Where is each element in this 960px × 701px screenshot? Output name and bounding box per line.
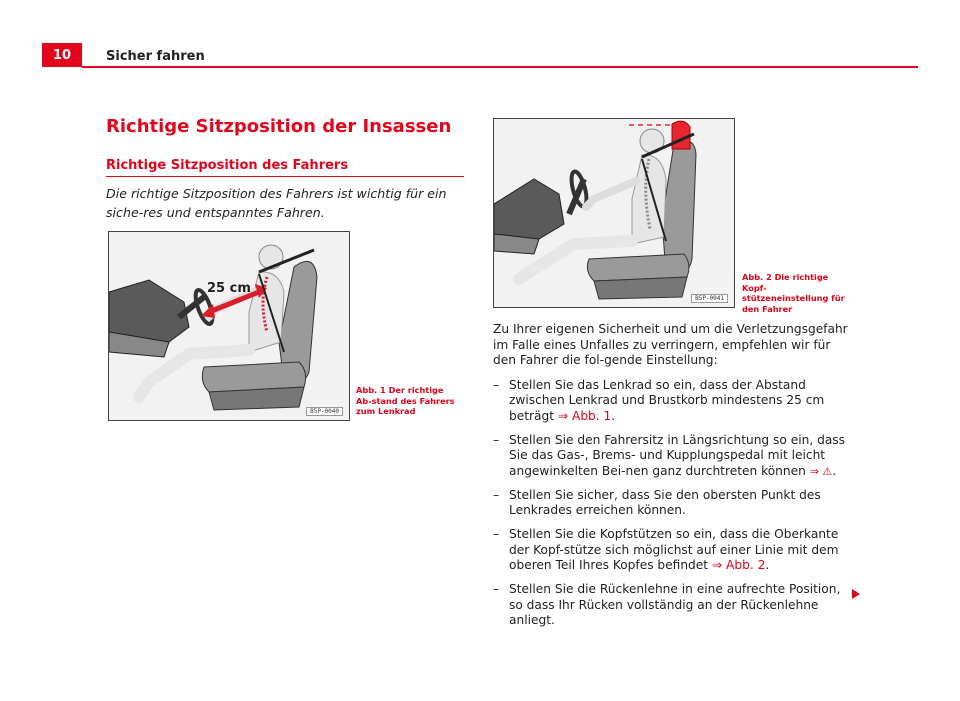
figure-1-link[interactable]: ⇒ Abb. 1	[557, 408, 612, 423]
dash-bullet: –	[493, 527, 500, 541]
item-text: Stellen Sie das Lenkrad so ein, dass der Abstand zwischen Lenkrad und Brustkorb mindestens 25 cm beträgt	[509, 377, 825, 423]
list-item	[493, 488, 848, 519]
instructions-intro: Zu Ihrer eigenen Sicherheit und um die Verletzungsgefahr im Falle eines Unfalles zu verringern, empfehlen wir für den Fahrer die fol-gende Einstellung:	[493, 322, 848, 367]
page-number: 10	[42, 43, 82, 67]
continue-arrow-icon	[852, 589, 860, 599]
dash-bullet: –	[493, 377, 500, 392]
section-title: Richtige Sitzposition der Insassen	[106, 116, 452, 137]
instructions	[493, 322, 848, 637]
dash-bullet: –	[493, 487, 500, 502]
instruction-list	[493, 378, 848, 629]
driver-distance-illustration	[109, 232, 349, 420]
subsection-divider	[106, 176, 464, 177]
subsection-title: Richtige Sitzposition des Fahrers	[106, 158, 349, 173]
figure-2-caption: Abb. 2 Die richtige Kopf-stützeneinstellung für den Fahrer	[742, 272, 845, 314]
headrest-illustration	[494, 119, 734, 307]
figure-1-caption: Abb. 1 Der richtige Ab-stand des Fahrers zum Lenkrad	[356, 385, 455, 416]
chapter-title: Sicher fahren	[106, 49, 205, 64]
item-text: Stellen Sie sicher, dass Sie den obersten Punkt des Lenkrades erreichen können.	[509, 487, 821, 517]
header-divider	[82, 66, 918, 68]
intro-paragraph: Die richtige Sitzposition des Fahrers ist wichtig für ein siche-res und entspanntes Fahren.	[106, 186, 447, 220]
item-end: .	[765, 558, 770, 572]
figure-2-link[interactable]: ⇒ Abb. 2	[711, 558, 766, 572]
dash-bullet: –	[493, 432, 500, 447]
figure-2-headrest	[493, 118, 735, 308]
list-item	[493, 378, 848, 425]
item-text: Stellen Sie den Fahrersitz in Längsrichtung so ein, dass Sie das Gas-, Brems- und Kupplungspedal mit leicht angewinkelten Bei-nen ganz durchtreten können	[509, 432, 845, 478]
item-text: Stellen Sie die Kopfstützen so ein, dass die Oberkante der Kopf-stütze sich möglichst auf einer Linie mit dem oberen Teil Ihres Kopfes befindet	[509, 527, 839, 572]
list-item	[493, 433, 848, 480]
figure-1-seat-distance	[108, 231, 350, 421]
item-end: .	[832, 463, 837, 478]
item-text: Stellen Sie die Rückenlehne in eine aufrechte Position, so dass Ihr Rücken vollständig an der Rückenlehne anliegt.	[509, 582, 841, 627]
dash-bullet: –	[493, 582, 500, 596]
figure-code: B5P-0040	[306, 407, 343, 416]
list-item	[493, 582, 848, 629]
figure-code: B5P-0041	[691, 294, 728, 303]
warning-triangle-icon[interactable]: ⇒ ⚠	[809, 464, 833, 478]
distance-label: 25 cm	[207, 281, 251, 296]
item-end: .	[611, 408, 616, 423]
list-item	[493, 527, 848, 574]
